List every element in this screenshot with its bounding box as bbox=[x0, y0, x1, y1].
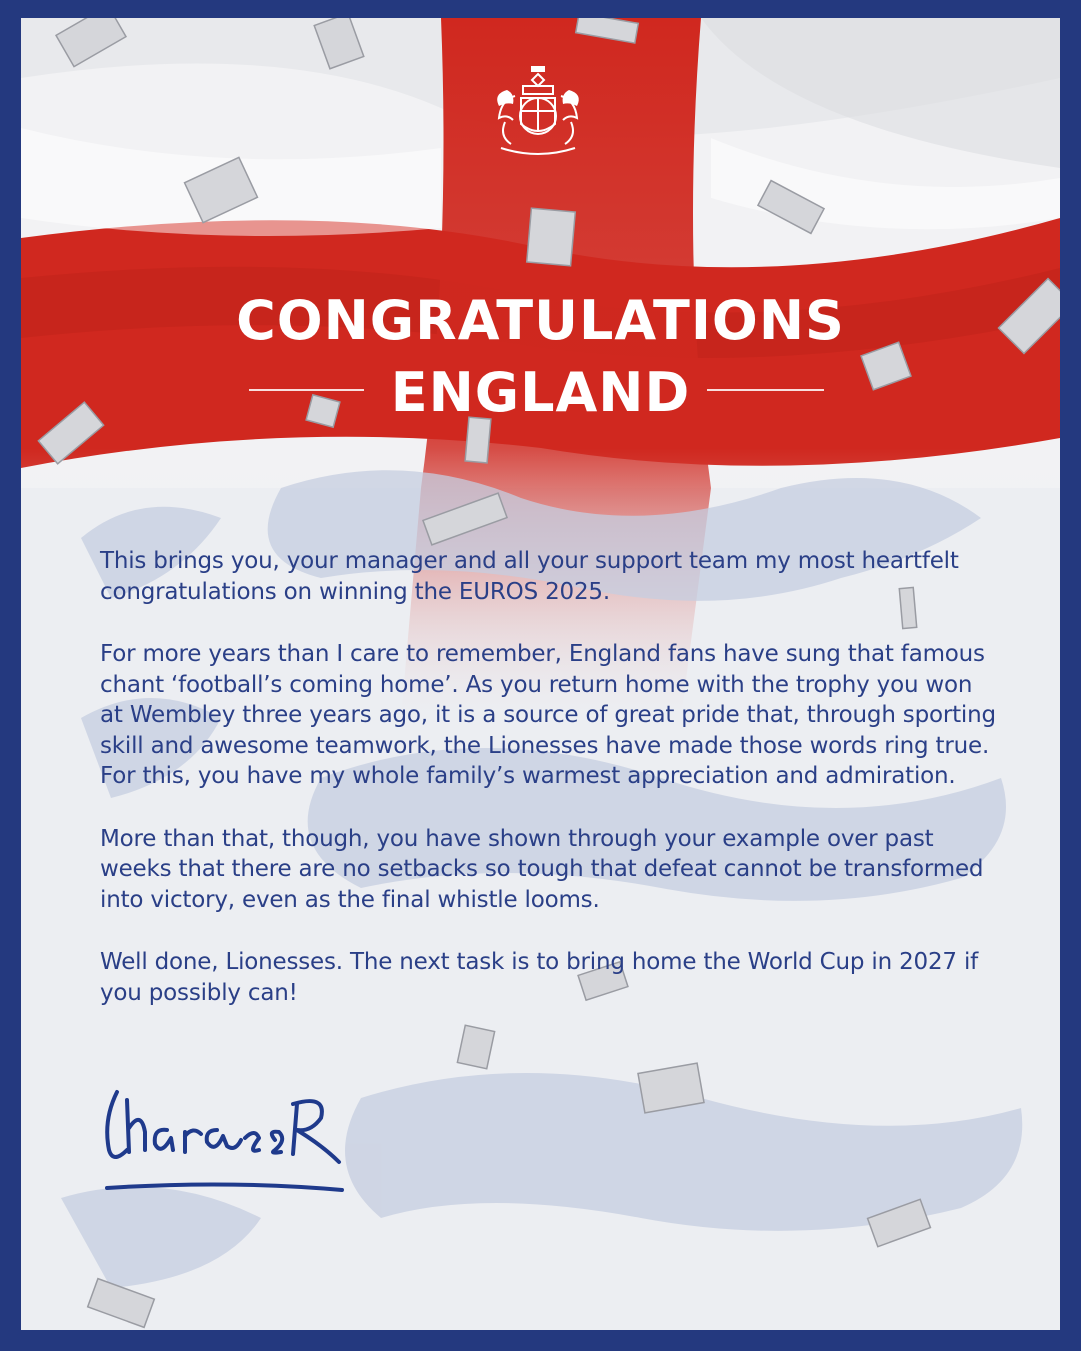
title-line-2: ENGLAND bbox=[390, 361, 691, 424]
signature-image bbox=[97, 1080, 347, 1200]
royal-coat-of-arms-icon bbox=[485, 66, 591, 160]
letter-card bbox=[21, 18, 1060, 1330]
title-line-1: CONGRATULATIONS bbox=[236, 289, 845, 352]
letter-paragraph: For more years than I care to remember, England fans have sung that famous chant ‘football’s coming home’. As you return home with the trophy you won at Wembley three years ago, it is a source of great pride that, through sporting skill and awesome teamwork, the Lionesses have made those words ring true. For this, you have my whole family’s warmest appreciation and admiration. bbox=[100, 641, 996, 789]
letter-paragraph: This brings you, your manager and all your support team my most heartfelt congratulations on winning the EUROS 2025. bbox=[100, 548, 959, 605]
letter-body bbox=[100, 546, 1000, 1040]
title-divider-right bbox=[707, 389, 824, 391]
letter-paragraph: More than that, though, you have shown through your example over past weeks that there are no setbacks so tough that defeat cannot be transformed into victory, even as the final whistle looms. bbox=[100, 825, 984, 913]
letter-paragraph: Well done, Lionesses. The next task is to bring home the World Cup in 2027 if you possibly can! bbox=[100, 949, 979, 1006]
